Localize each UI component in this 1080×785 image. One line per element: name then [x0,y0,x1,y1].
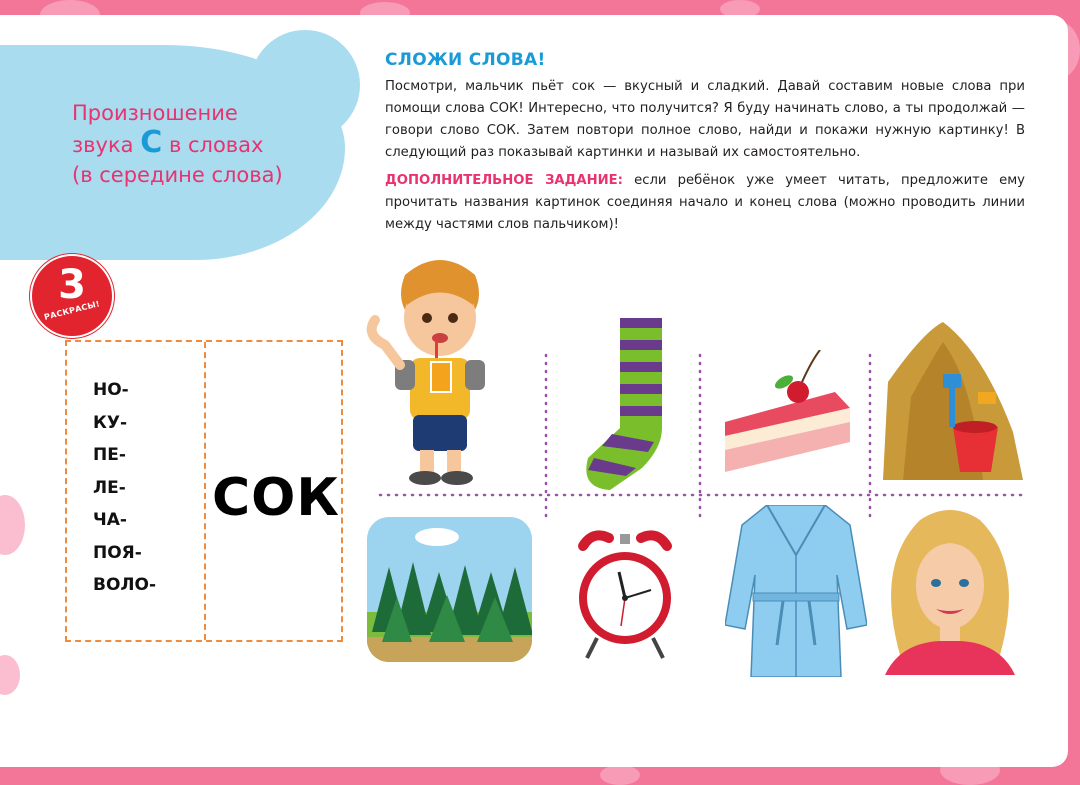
badge-number: 3 [58,262,86,308]
word-sok: СОК [212,468,340,528]
title-line-3: (в середине слова) [72,163,283,187]
page-number: 18 [22,737,53,762]
task-text: Посмотри, мальчик пьёт сок — вкусный и сладкий. Давай составим новые слова при помощи слова СОК! Интересно, что получится? Я буду начинать слово, а ты продолжай — говори слово СОК. Затем повтори полное слово, найди и покажи нужную картинку! В следующий раз показывай картинки и называй их самостоятельно. [385,79,1025,160]
badge-label: РАСКРАСЫ! [43,299,101,322]
title-word-sound: звука [72,133,134,157]
task-heading: СЛОЖИ СЛОВА! [385,50,546,70]
forest-picture [367,517,532,662]
syllable-item: ЛЕ- [93,477,126,498]
syllable-item: ВОЛО- [93,575,157,595]
syllable-item: НО- [93,380,129,400]
title-word-in-words: в словах [168,133,264,157]
woman-picture [880,505,1020,675]
bathrobe-picture [725,505,867,677]
syllable-item: ПЕ- [93,445,126,465]
boy-picture [365,250,515,490]
syllable-item: ПОЯ- [93,542,142,563]
alarm-clock-picture [575,528,675,663]
syllable-item: ЧА- [93,510,127,530]
sandbox-picture [883,322,1023,480]
title-line-1: Произношение [72,101,238,125]
syllable-item: КУ- [93,412,128,433]
extra-task-text: если ребёнок уже умеет читать, предложите ему прочитать названия картинок соединяя начало и конец слова (можно проводить линии между частями слов пальчиком)! [385,173,1025,232]
cake-picture [720,350,855,475]
title-letter: С [140,125,163,160]
sock-picture [580,318,670,490]
extra-task-label: ДОПОЛНИТЕЛЬНОЕ ЗАДАНИЕ: [385,173,623,188]
